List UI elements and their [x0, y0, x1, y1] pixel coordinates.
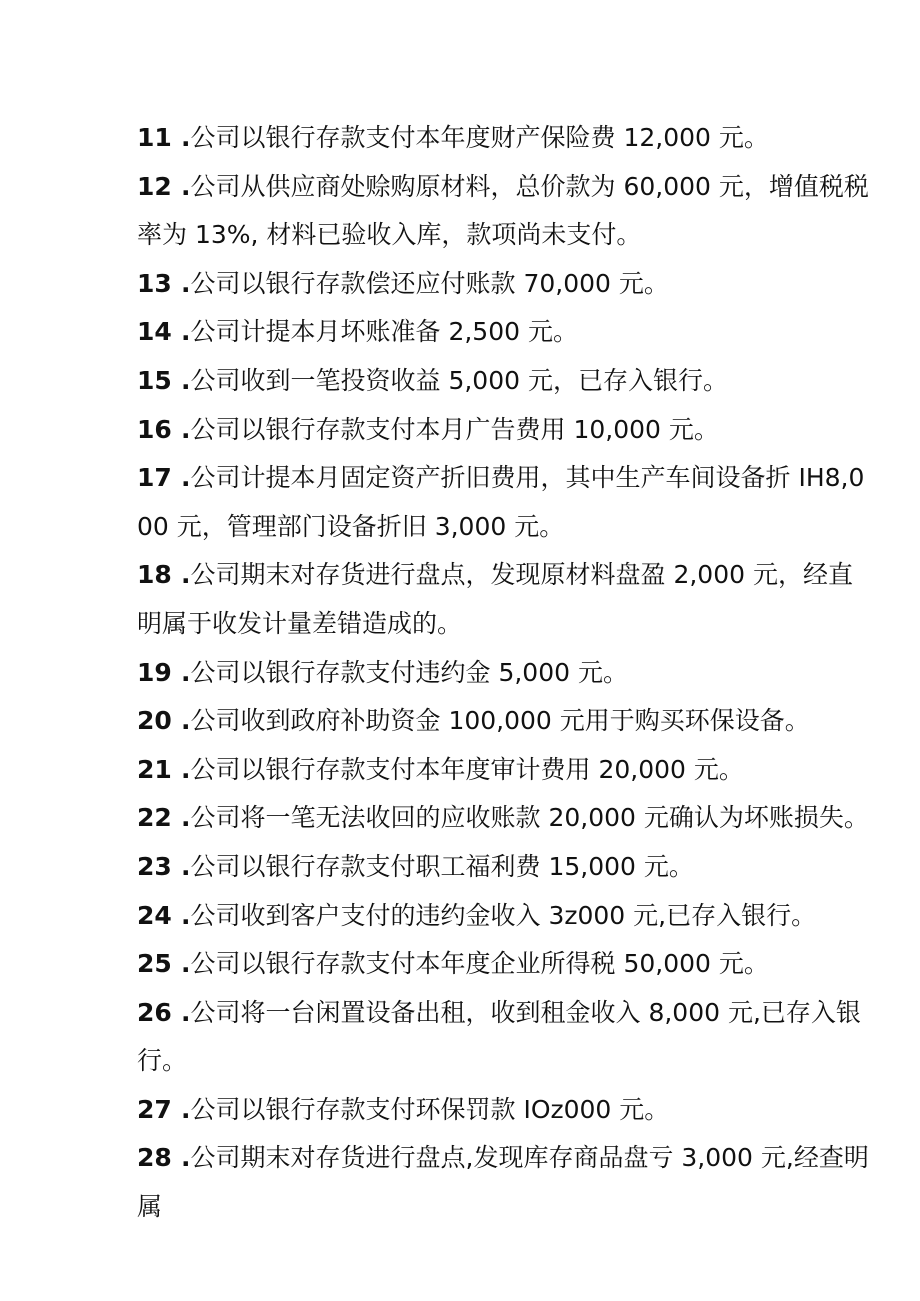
item-text: 公司以银行存款支付本月广告费用 10,000 元。	[190, 414, 719, 444]
item-separator: .	[181, 123, 191, 152]
item-separator: .	[181, 1094, 191, 1124]
item-text: 公司计提本月固定资产折旧费用，其中生产车间设备折 IH8,000 元，管理部门设备折旧 3,000 元。	[137, 463, 865, 541]
item-number: 22	[137, 803, 172, 833]
item-number: 28	[137, 1143, 172, 1173]
item-separator: .	[181, 171, 191, 201]
item-text: 公司计提本月坏账准备 2,500 元。	[190, 317, 578, 347]
item-separator: .	[181, 997, 191, 1027]
item-text: 公司期末对存货进行盘点,发现库存商品盘亏 3,000 元,经查明属	[137, 1143, 869, 1222]
item-separator: .	[181, 560, 191, 590]
list-item-13	[137, 260, 877, 309]
item-separator: .	[181, 754, 191, 784]
item-text: 公司收到政府补助资金 100,000 元用于购买环保设备。	[190, 706, 810, 736]
item-number: 21	[137, 754, 172, 784]
item-separator: .	[181, 851, 191, 881]
item-separator: .	[181, 1143, 191, 1173]
item-number: 23	[137, 851, 172, 881]
item-number: 17	[137, 463, 172, 493]
item-number: 11	[137, 123, 172, 152]
list-item-23	[137, 843, 877, 892]
item-separator: .	[181, 657, 191, 687]
item-number: 25	[137, 949, 172, 979]
list-item-14	[137, 308, 877, 357]
item-number: 24	[137, 900, 172, 930]
item-text: 公司以银行存款支付本年度审计费用 20,000 元。	[190, 754, 744, 784]
item-text: 公司收到客户支付的违约金收入 3z000 元,已存入银行。	[190, 900, 817, 930]
list-item-15	[137, 357, 877, 406]
item-text: 公司期末对存货进行盘点，发现原材料盘盈 2,000 元，经直明属于收发计量差错造成的。	[137, 560, 853, 638]
list-item-21	[137, 746, 877, 795]
item-text: 公司收到一笔投资收益 5,000 元，已存入银行。	[190, 365, 728, 395]
item-separator: .	[181, 365, 191, 395]
item-separator: .	[181, 900, 191, 930]
item-text: 公司以银行存款支付环保罚款 IOz000 元。	[190, 1094, 670, 1124]
item-text: 公司以银行存款支付职工福利费 15,000 元。	[190, 851, 694, 881]
item-text: 公司将一笔无法收回的应收账款 20,000 元确认为坏账损失。	[190, 803, 869, 833]
item-number: 18	[137, 560, 172, 590]
item-text: 公司以银行存款偿还应付账款 70,000 元。	[190, 268, 669, 298]
list-item-11	[137, 114, 877, 163]
list-item-18	[137, 551, 877, 648]
item-number: 13	[137, 268, 172, 298]
item-separator: .	[181, 803, 191, 833]
item-number: 20	[137, 706, 172, 736]
item-separator: .	[181, 463, 191, 493]
item-separator: .	[181, 414, 191, 444]
list-item-25	[137, 940, 877, 989]
list-item-26	[137, 989, 877, 1086]
item-number: 16	[137, 414, 172, 444]
transaction-list	[137, 114, 877, 1232]
item-number: 26	[137, 997, 172, 1027]
list-item-12	[137, 163, 877, 260]
list-item-20	[137, 697, 877, 746]
item-separator: .	[181, 317, 191, 347]
item-number: 14	[137, 317, 172, 347]
item-text: 公司从供应商处赊购原材料，总价款为 60,000 元，增值税税率为 13%, 材料已验收入库，款项尚未支付。	[137, 171, 869, 250]
list-item-22	[137, 794, 877, 843]
item-text: 公司以银行存款支付违约金 5,000 元。	[190, 657, 628, 687]
list-item-28	[137, 1134, 877, 1231]
item-number: 27	[137, 1094, 172, 1124]
list-item-24	[137, 892, 877, 941]
item-number: 12	[137, 171, 172, 201]
list-item-19	[137, 649, 877, 698]
item-text: 公司将一台闲置设备出租，收到租金收入 8,000 元,已存入银行。	[137, 997, 861, 1076]
item-text: 公司以银行存款支付本年度企业所得税 50,000 元。	[190, 949, 769, 979]
list-item-16	[137, 406, 877, 455]
item-number: 15	[137, 365, 172, 395]
list-item-27	[137, 1086, 877, 1135]
item-text: 公司以银行存款支付本年度财产保险费 12,000 元。	[190, 123, 769, 152]
item-separator: .	[181, 949, 191, 979]
item-separator: .	[181, 706, 191, 736]
item-separator: .	[181, 268, 191, 298]
item-number: 19	[137, 657, 172, 687]
list-item-17	[137, 454, 877, 551]
